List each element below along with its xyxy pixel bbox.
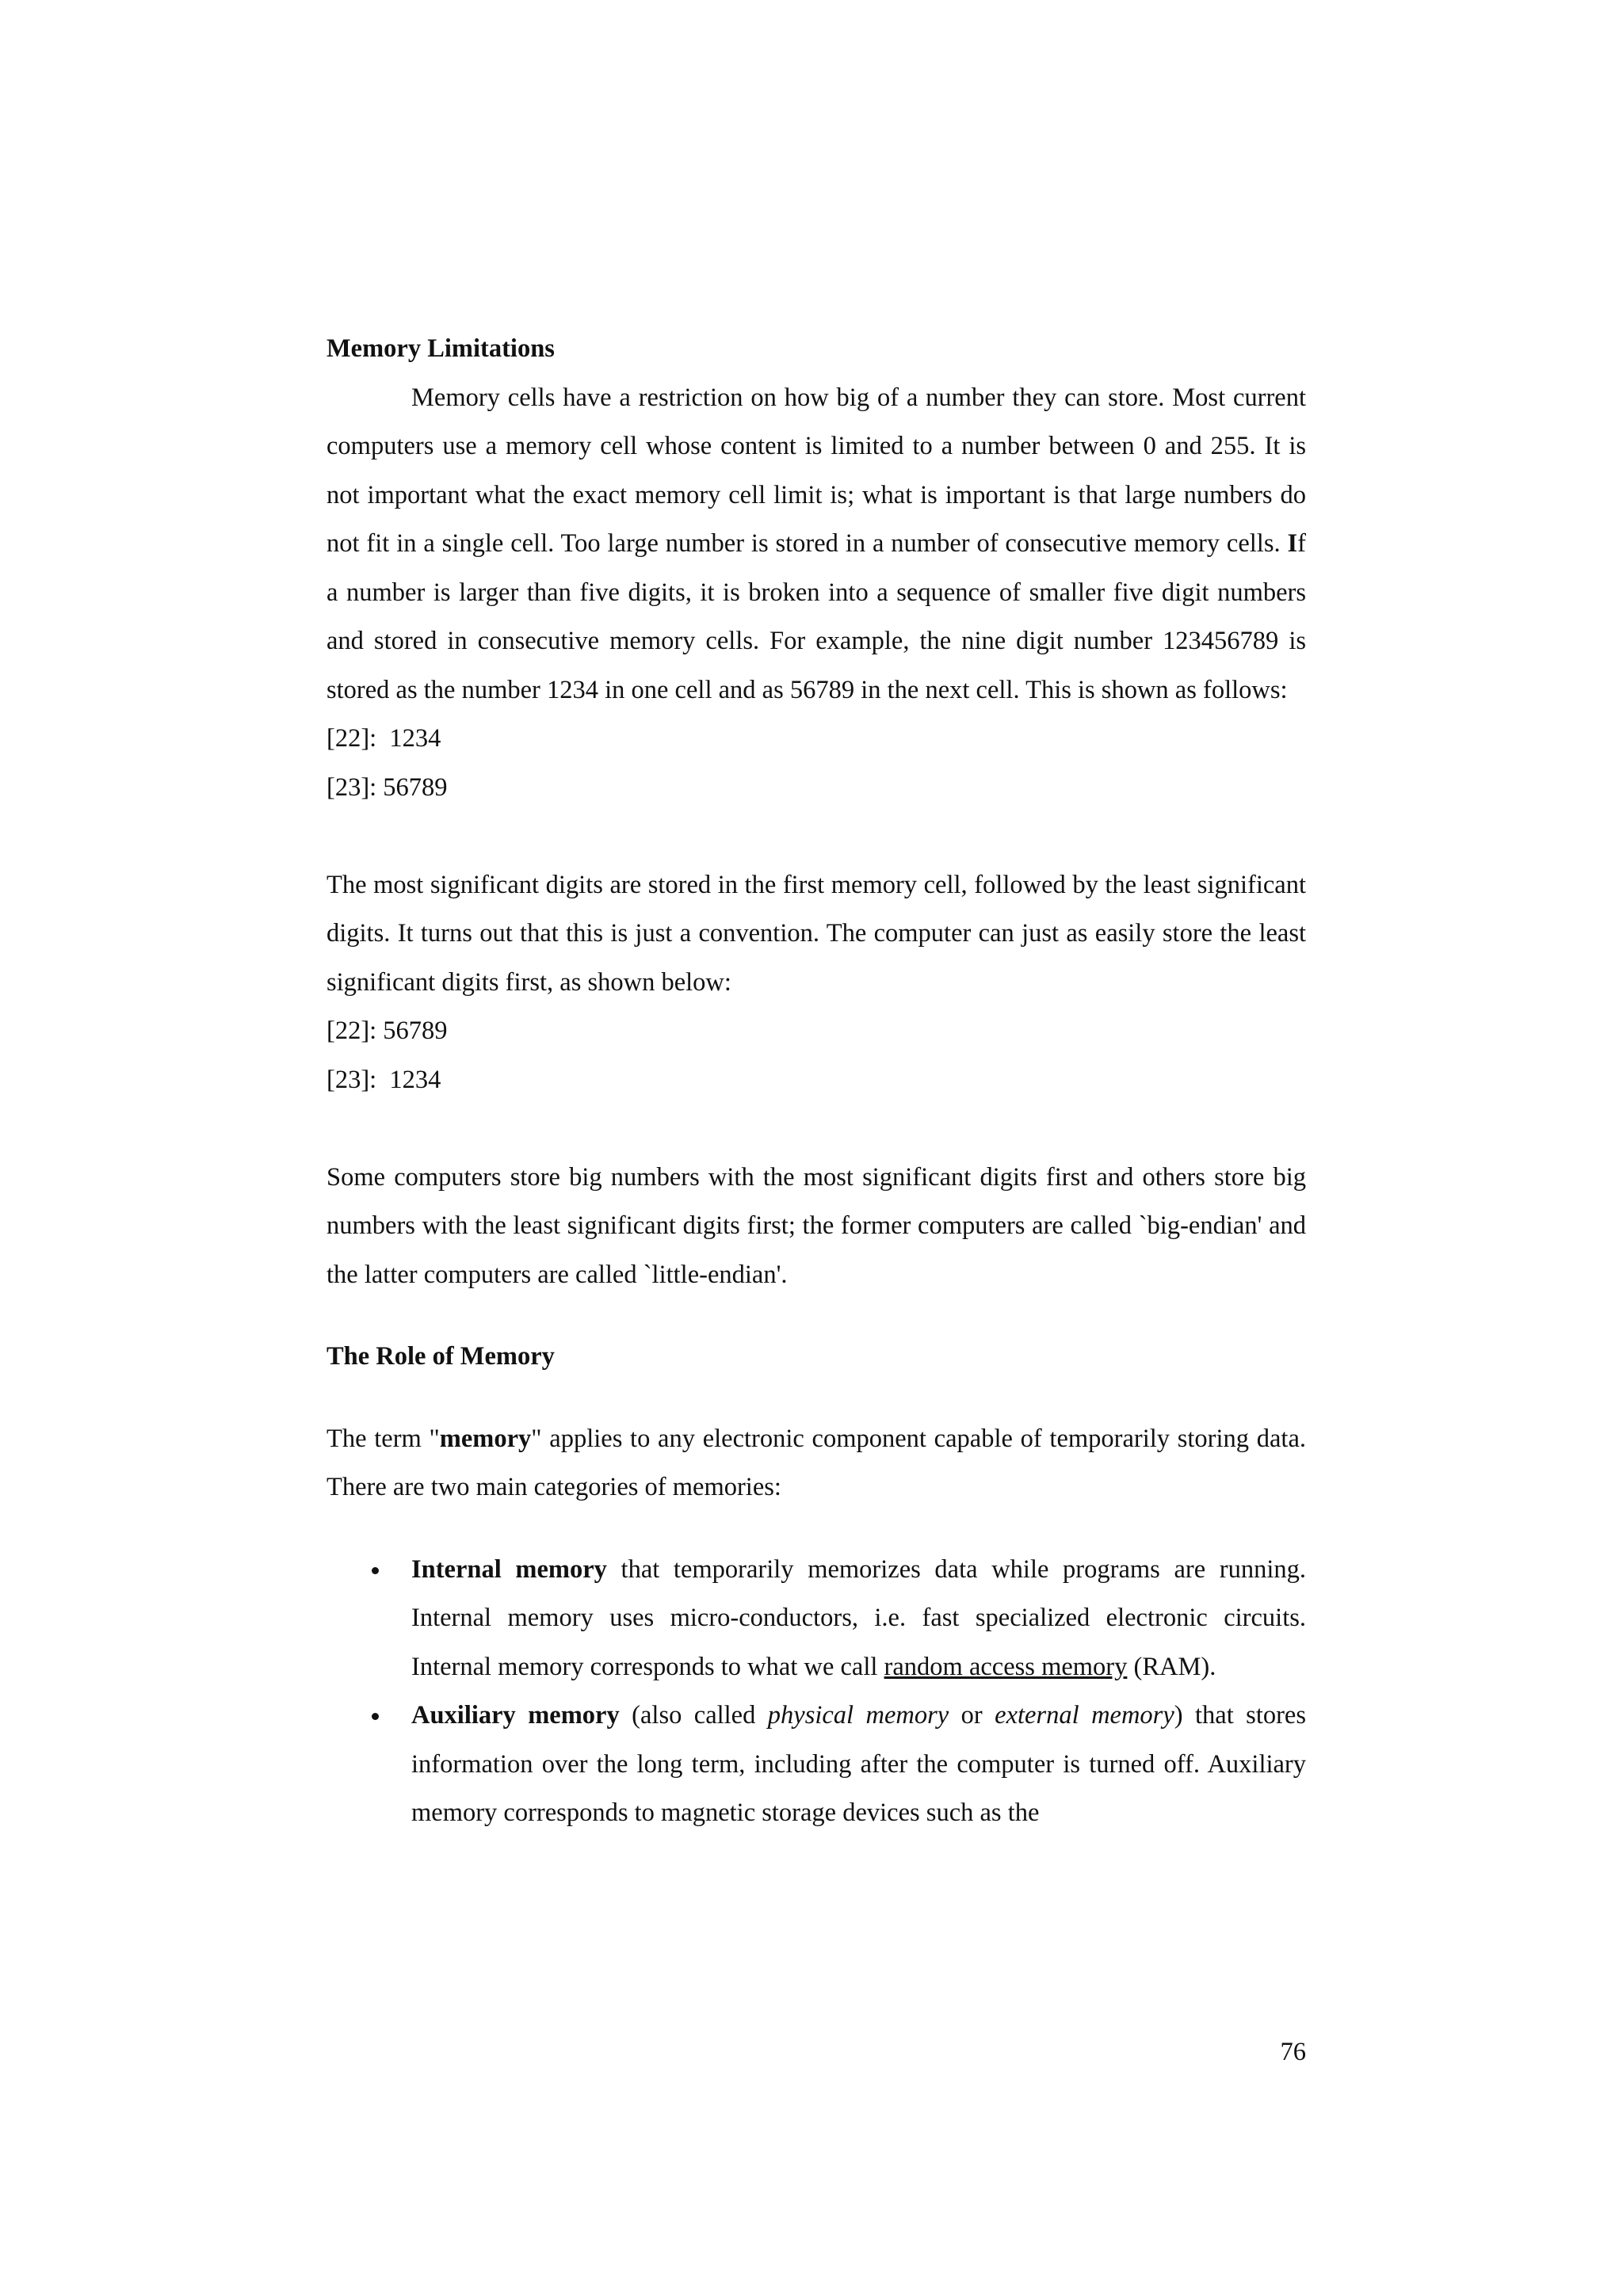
- page-number: 76: [1280, 2038, 1306, 2066]
- heading-role-of-memory: The Role of Memory: [327, 1342, 555, 1371]
- spacer: [327, 812, 1306, 861]
- memory-cell-line: [22]: 1234: [327, 724, 441, 753]
- page-content: [327, 325, 1306, 1838]
- memory-categories-list: [327, 1546, 1306, 1838]
- heading-memory-limitations: Memory Limitations: [327, 334, 555, 363]
- paragraph-significant-digits: The most significant digits are stored in the first memory cell, followed by the least significant digits. It turns out that this is just a convention. The computer can just as easily store the least significant digits first, as shown below:: [327, 870, 1306, 997]
- spacer: [327, 1512, 1306, 1546]
- link-random-access-memory[interactable]: random access memory: [884, 1652, 1128, 1681]
- paragraph-endian: Some computers store big numbers with the most significant digits first and others store big numbers with the least significant digits first; the former computers are called `big-endian' and the latter computers are called `little-endian'.: [327, 1162, 1306, 1289]
- list-item-auxiliary-memory: Auxiliary memory (also called physical memory or external memory) that stores information over the long term, including after the computer is turned off. Auxiliary memory corresponds to magnetic storage devices such as the: [327, 1691, 1306, 1838]
- memory-cell-line: [23]: 1234: [327, 1065, 441, 1094]
- paragraph-memory-term: The term "memory" applies to any electronic component capable of temporarily storing data. There are two main categories of memories:: [327, 1424, 1306, 1501]
- spacer: [327, 1382, 1306, 1415]
- memory-cell-line: [23]: 56789: [327, 772, 448, 802]
- list-item-internal-memory: Internal memory that temporarily memorizes data while programs are running. Internal memory uses micro-conductors, i.e. fast specialized electronic circuits. Internal memory corresponds to what we call random access memory (RAM).: [327, 1546, 1306, 1692]
- paragraph-memory-limitations: Memory cells have a restriction on how big of a number they can store. Most current computers use a memory cell whose content is limited to a number between 0 and 255. It is not important what the exact memory cell limit is; what is important is that large numbers do not fit in a single cell. Too large number is stored in a number of consecutive memory cells. If a number is larger than five digits, it is broken into a sequence of smaller five digit numbers and stored in consecutive memory cells. For example, the nine digit number 123456789 is stored as the number 1234 in one cell and as 56789 in the next cell. This is shown as follows:: [327, 383, 1306, 704]
- spacer: [327, 1104, 1306, 1154]
- memory-cell-line: [22]: 56789: [327, 1016, 448, 1045]
